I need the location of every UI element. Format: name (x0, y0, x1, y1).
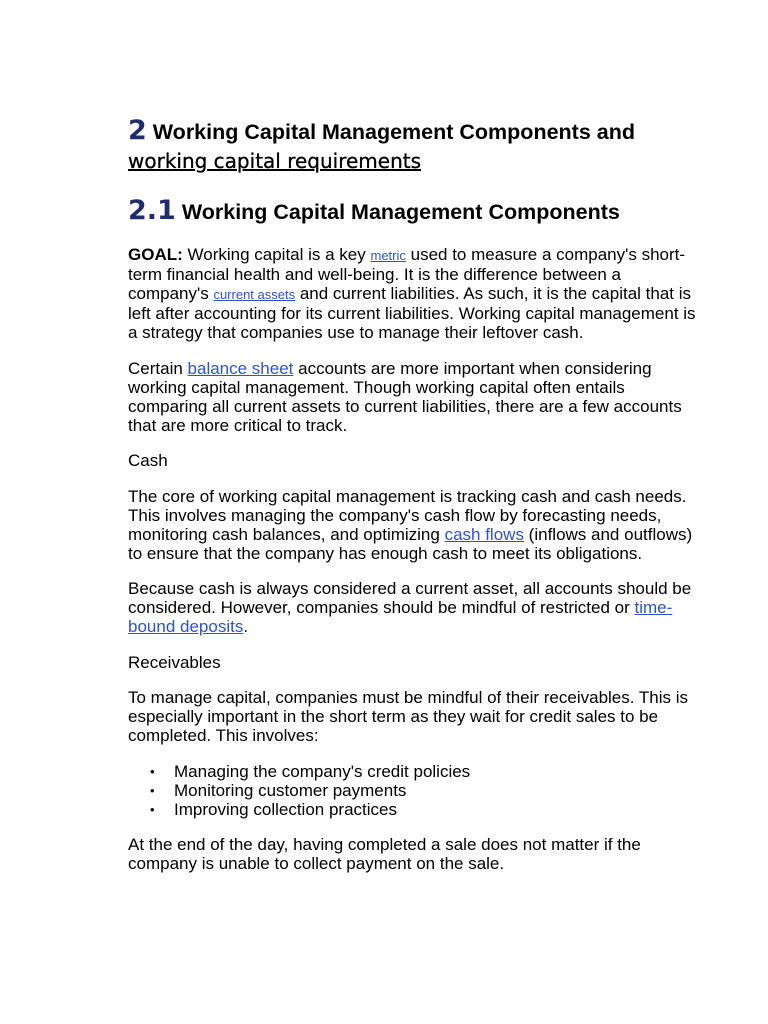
list-item-text: Improving collection practices (174, 799, 397, 819)
list-item (150, 780, 700, 800)
bullet-icon: • (150, 763, 155, 779)
closing-paragraph: At the end of the day, having completed a sale does not matter if the company is unable to collect payment on the sale. (128, 835, 641, 873)
text-run: used to measure a company's short-term financial health and well-being. It is the difference between a company's (128, 245, 686, 303)
text-run: accounts are more important when considering working capital management. Though working capital often entails comparing all current assets to current liabilities, there are a few accounts that are more critical to track. (128, 358, 682, 435)
subsection-number: 2.1 (128, 195, 176, 226)
text-run: and current liabilities. As such, it is the capital that is left after accounting for its current liabilities. Working capital management is a strategy that companies use to manage their leftover cash. (128, 284, 696, 342)
current-assets-link[interactable]: current assets (213, 287, 296, 302)
list-item (150, 761, 700, 781)
cash-core-paragraph (128, 487, 700, 563)
goal-label: GOAL: (128, 245, 183, 264)
cash-flows-link[interactable]: cash flows (444, 524, 524, 544)
balance-sheet-link[interactable]: balance sheet (187, 358, 294, 378)
bullet-icon: • (150, 782, 155, 798)
subsection-heading-2-1 (128, 196, 700, 227)
text-run: Because cash is always considered a current asset, all accounts should be considered. However, companies should be mindful of restricted or (128, 579, 692, 617)
receivables-paragraph: To manage capital, companies must be mindful of their receivables. This is especially important in the short term as they wait for credit sales to be completed. This involves: (128, 688, 689, 745)
balance-sheet-paragraph (128, 359, 700, 435)
subsection-title: Working Capital Management Components (181, 200, 620, 224)
receivables-heading: Receivables (128, 652, 221, 672)
section-heading-2 (128, 116, 700, 176)
list-item-text: Managing the company's credit policies (174, 761, 471, 781)
list-item-text: Monitoring customer payments (174, 780, 407, 800)
text-run: (inflows and outflows) to ensure that the company has enough cash to meet its obligations. (128, 524, 693, 563)
text-run: Certain (128, 358, 188, 378)
goal-paragraph (128, 245, 700, 342)
text-run: Working capital is a key (182, 245, 371, 264)
document-page (128, 116, 700, 873)
cash-asset-paragraph (128, 579, 700, 636)
metric-link[interactable]: metric (370, 248, 406, 263)
text-run: The core of working capital management is tracking cash and cash needs. This involves managing the company's cash flow by forecasting needs, monitoring cash balances, and optimizing (128, 486, 687, 544)
section-number: 2 (128, 115, 147, 146)
cash-heading: Cash (128, 451, 168, 470)
text-run: . (243, 617, 249, 636)
section-title: Working Capital Management Components and (152, 120, 635, 144)
receivables-list (128, 762, 700, 819)
bullet-icon: • (150, 801, 155, 817)
list-item (150, 799, 700, 819)
section-subtitle: working capital requirements (128, 149, 422, 173)
time-bound-deposits-link[interactable]: time-bound deposits (128, 598, 673, 636)
